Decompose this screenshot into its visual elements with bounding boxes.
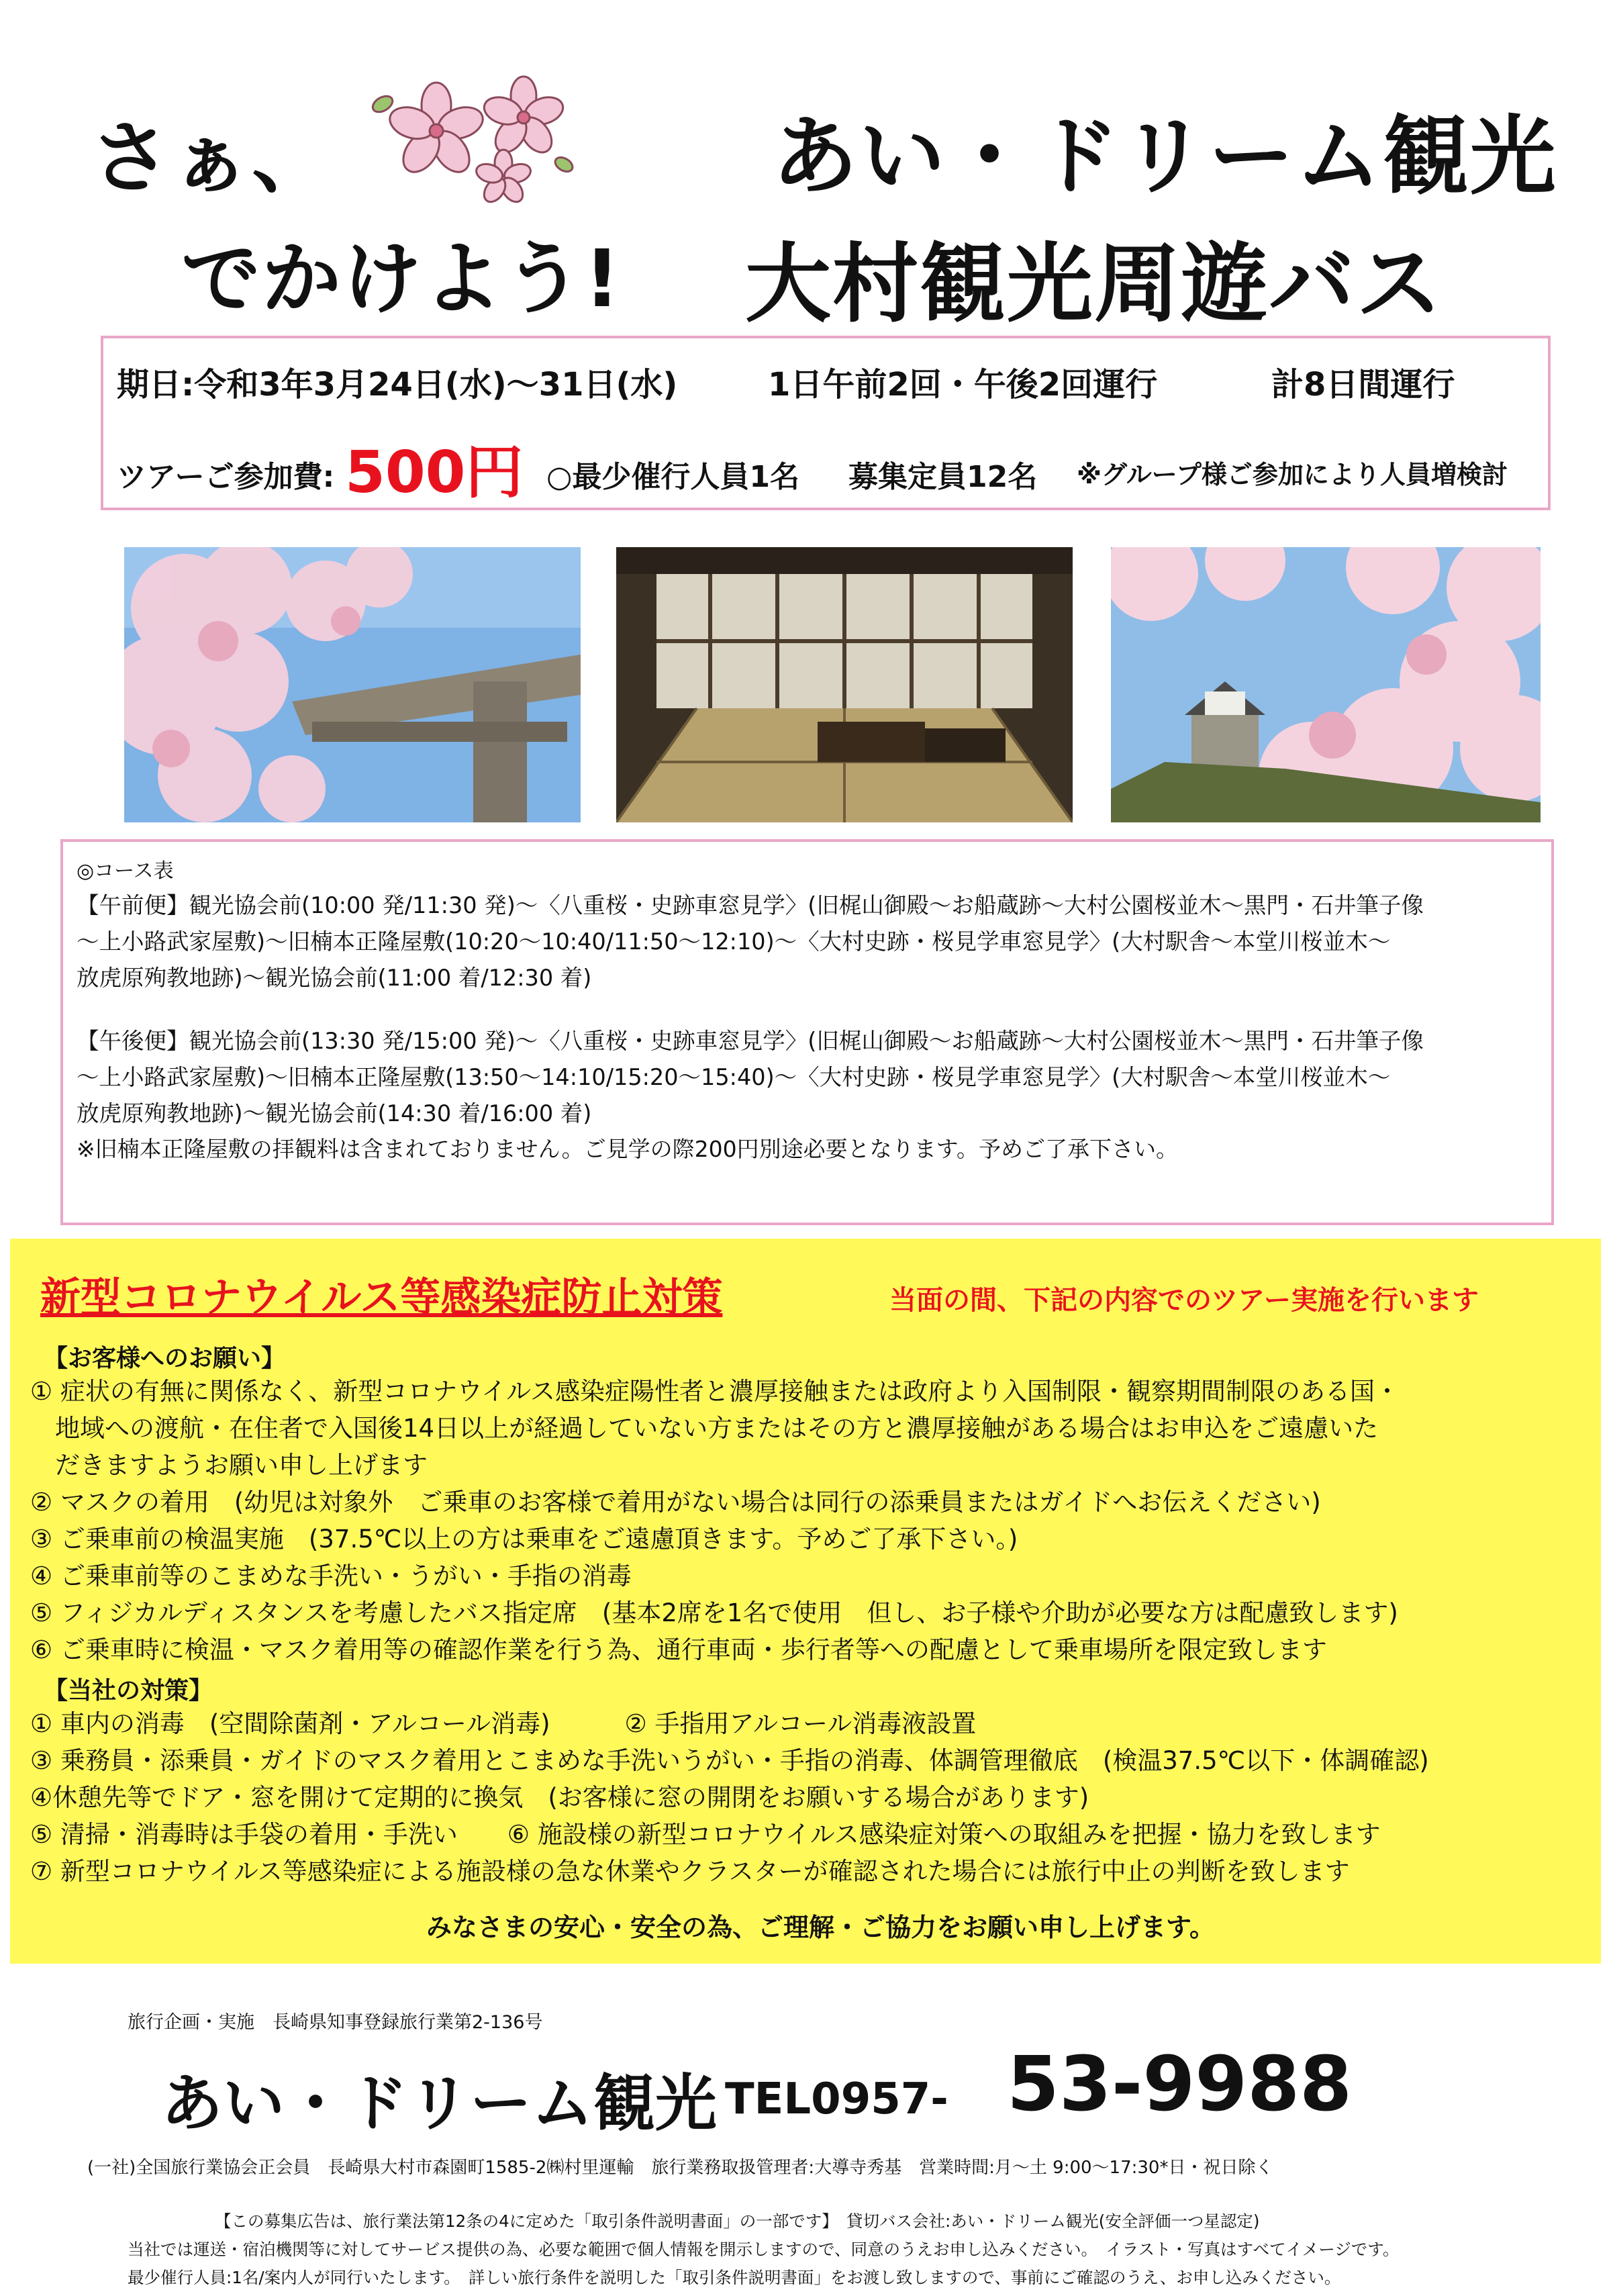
- course-afternoon-line: 放虎原殉教地跡)〜観光協会前(14:30 着/16:00 着): [77, 1100, 592, 1127]
- fee-value: 500円: [345, 439, 524, 506]
- course-morning-line: 〜上小路武家屋敷)〜旧楠本正隆屋敷(10:20〜10:40/11:50〜12:10)〜〈大村史跡・桜見学車窓見学〉(大村駅舎〜本堂川桜並木〜: [77, 928, 1391, 955]
- capacity: 募集定員12名: [848, 460, 1038, 494]
- list-item: ⑦ 新型コロナウイルス等感染症による施設様の急な休業やクラスターが確認された場合には旅行中止の判断を致します: [30, 1857, 1350, 1886]
- photo-torii-sakura: [124, 547, 581, 822]
- fee-label: ツアーご参加費:: [117, 460, 335, 494]
- list-item: ③ ご乗車前の検温実施 (37.5℃以上の方は乗車をご遠慮頂きます。予めご了承下さい。): [30, 1525, 1018, 1553]
- covid-subtitle: 当面の間、下記の内容でのツアー実施を行います: [889, 1285, 1479, 1316]
- group-note: ※グループ様ご参加により人員増検討: [1077, 460, 1508, 489]
- runs-text: 1日午前2回・午後2回運行: [768, 366, 1158, 403]
- course-morning-line: 放虎原殉教地跡)〜観光協会前(11:00 着/12:30 着): [77, 965, 592, 991]
- list-item: ① 症状の有無に関係なく、新型コロナウイルス感染症陽性者と濃厚接触または政府より入国制限・観察期間制限のある国・: [30, 1377, 1400, 1406]
- list-item: ④ ご乗車前等のこまめな手洗い・うがい・手指の消毒: [30, 1562, 632, 1590]
- course-note: ※旧楠本正隆屋敷の拝観料は含まれておりません。ご見学の際200円別途必要となります。予めご了承下さい。: [77, 1136, 1178, 1162]
- photo-samurai-house: [616, 547, 1073, 822]
- date-line: 期日:令和3年3月24日(水)〜31日(水): [117, 366, 678, 403]
- header-line2-left: でかけよう!: [181, 232, 622, 325]
- photo-castle-sakura: [1111, 547, 1541, 822]
- list-item: ② マスクの着用 (幼児は対象外 ご乗車のお客様で着用がない場合は同行の添乗員またはガイドへお伝えください): [30, 1488, 1321, 1517]
- company-list: [30, 1705, 1429, 1890]
- course-morning-line: 【午前便】観光協会前(10:00 発/11:30 発)〜〈八重桜・史跡車窓見学〉(旧梶山御殿〜お船蔵跡〜大村公園桜並木〜黒門・石井筆子像: [77, 892, 1424, 918]
- covid-section: [10, 1239, 1601, 1964]
- list-item: ⑤ フィジカルディスタンスを考慮したバス指定席 (基本2席を1名で使用 但し、お子様や介助が必要な方は配慮致します): [30, 1598, 1398, 1627]
- course-afternoon-line: 〜上小路武家屋敷)〜旧楠本正隆屋敷(13:50〜14:10/15:20〜15:40)〜〈大村史跡・桜見学車窓見学〉(大村駅舎〜本堂川桜並木〜: [77, 1064, 1391, 1090]
- footer-membership: (一社)全国旅行業協会正会員 長崎県大村市森園町1585-2㈱村里運輸 旅行業務取扱管理者:大導寺秀基 営業時間:月〜土 9:00〜17:30*日・祝日除く: [87, 2158, 1273, 2178]
- course-title: ◎コース表: [77, 859, 174, 883]
- header-line1-right: あい・ドリーム観光: [772, 107, 1558, 207]
- sakura-icon: [362, 64, 584, 211]
- list-item: 地域への渡航・在住者で入国後14日以上が経過していない方またはその方と濃厚接触がある場合はお申込をご遠慮いた: [30, 1414, 1379, 1443]
- list-item: ⑤ 清掃・消毒時は手袋の着用・手洗い ⑥ 施設様の新型コロナウイルス感染症対策への取組みを把握・協力を致します: [30, 1820, 1381, 1849]
- footer-tel-number: 53-9988: [1007, 2041, 1353, 2128]
- footer-fine-1: 【この募集広告は、旅行業法第12条の4に定めた「取引条件説明書面」の一部です】 貸切バス会社:あい・ドリーム観光(安全評価一つ星認定): [215, 2211, 1260, 2231]
- customer-list: [30, 1373, 1400, 1668]
- days-total: 計8日間運行: [1271, 366, 1455, 403]
- header-line2-right: 大村観光周遊バス: [745, 234, 1444, 334]
- course-afternoon: [77, 1023, 1424, 1132]
- planning-info: 旅行企画・実施 長崎県知事登録旅行業第2-136号: [128, 2012, 543, 2033]
- covid-title: 新型コロナウイルス等感染症防止対策: [40, 1274, 723, 1321]
- info-box: [101, 336, 1551, 510]
- list-item: ① 車内の消毒 (空間除菌剤・アルコール消毒) ② 手指用アルコール消毒液設置: [30, 1709, 977, 1738]
- course-morning: [77, 888, 1424, 996]
- list-item: ④休憩先等でドア・窓を開けて定期的に換気 (お客様に窓の開閉をお願いする場合があります): [30, 1783, 1089, 1812]
- covid-closing: みなさまの安心・安全の為、ご理解・ご協力をお願い申し上げます。: [426, 1913, 1215, 1942]
- course-afternoon-line: 【午後便】観光協会前(13:30 発/15:00 発)〜〈八重桜・史跡車窓見学〉(旧梶山御殿〜お船蔵跡〜大村公園桜並木〜黒門・石井筆子像: [77, 1028, 1424, 1054]
- list-item: だきますようお願い申し上げます: [30, 1451, 428, 1480]
- course-box: [60, 839, 1554, 1225]
- min-people: ○最少催行人員1名: [546, 460, 800, 494]
- list-item: ③ 乗務員・添乗員・ガイドのマスク着用とこまめな手洗いうがい・手指の消毒、体調管理徹底 (検温37.5℃以下・体調確認): [30, 1746, 1429, 1775]
- footer-company: あい・ドリーム観光: [161, 2068, 718, 2140]
- list-item: ⑥ ご乗車時に検温・マスク着用等の確認作業を行う為、通行車両・歩行者等への配慮として乗車場所を限定致します: [30, 1635, 1327, 1664]
- company-header: 【当社の対策】: [44, 1677, 213, 1705]
- footer-fine-2: 当社では運送・宿泊機関等に対してサービス提供の為、必要な範囲で個人情報を開示しますので、同意のうえお申し込みください。 イラスト・写真はすべてイメージです。: [128, 2240, 1400, 2259]
- customer-header: 【お客様へのお願い】: [44, 1345, 286, 1372]
- footer-fine-3: 最少催行人員:1名/案内人が同行いたします。 詳しい旅行条件を説明した「取引条件説明書面」をお渡し致しますので、事前にご確認のうえ、お申し込みください。: [128, 2268, 1341, 2287]
- footer-tel-label: TEL0957-: [725, 2074, 948, 2124]
- header-line1-left: さぁ、: [91, 111, 333, 204]
